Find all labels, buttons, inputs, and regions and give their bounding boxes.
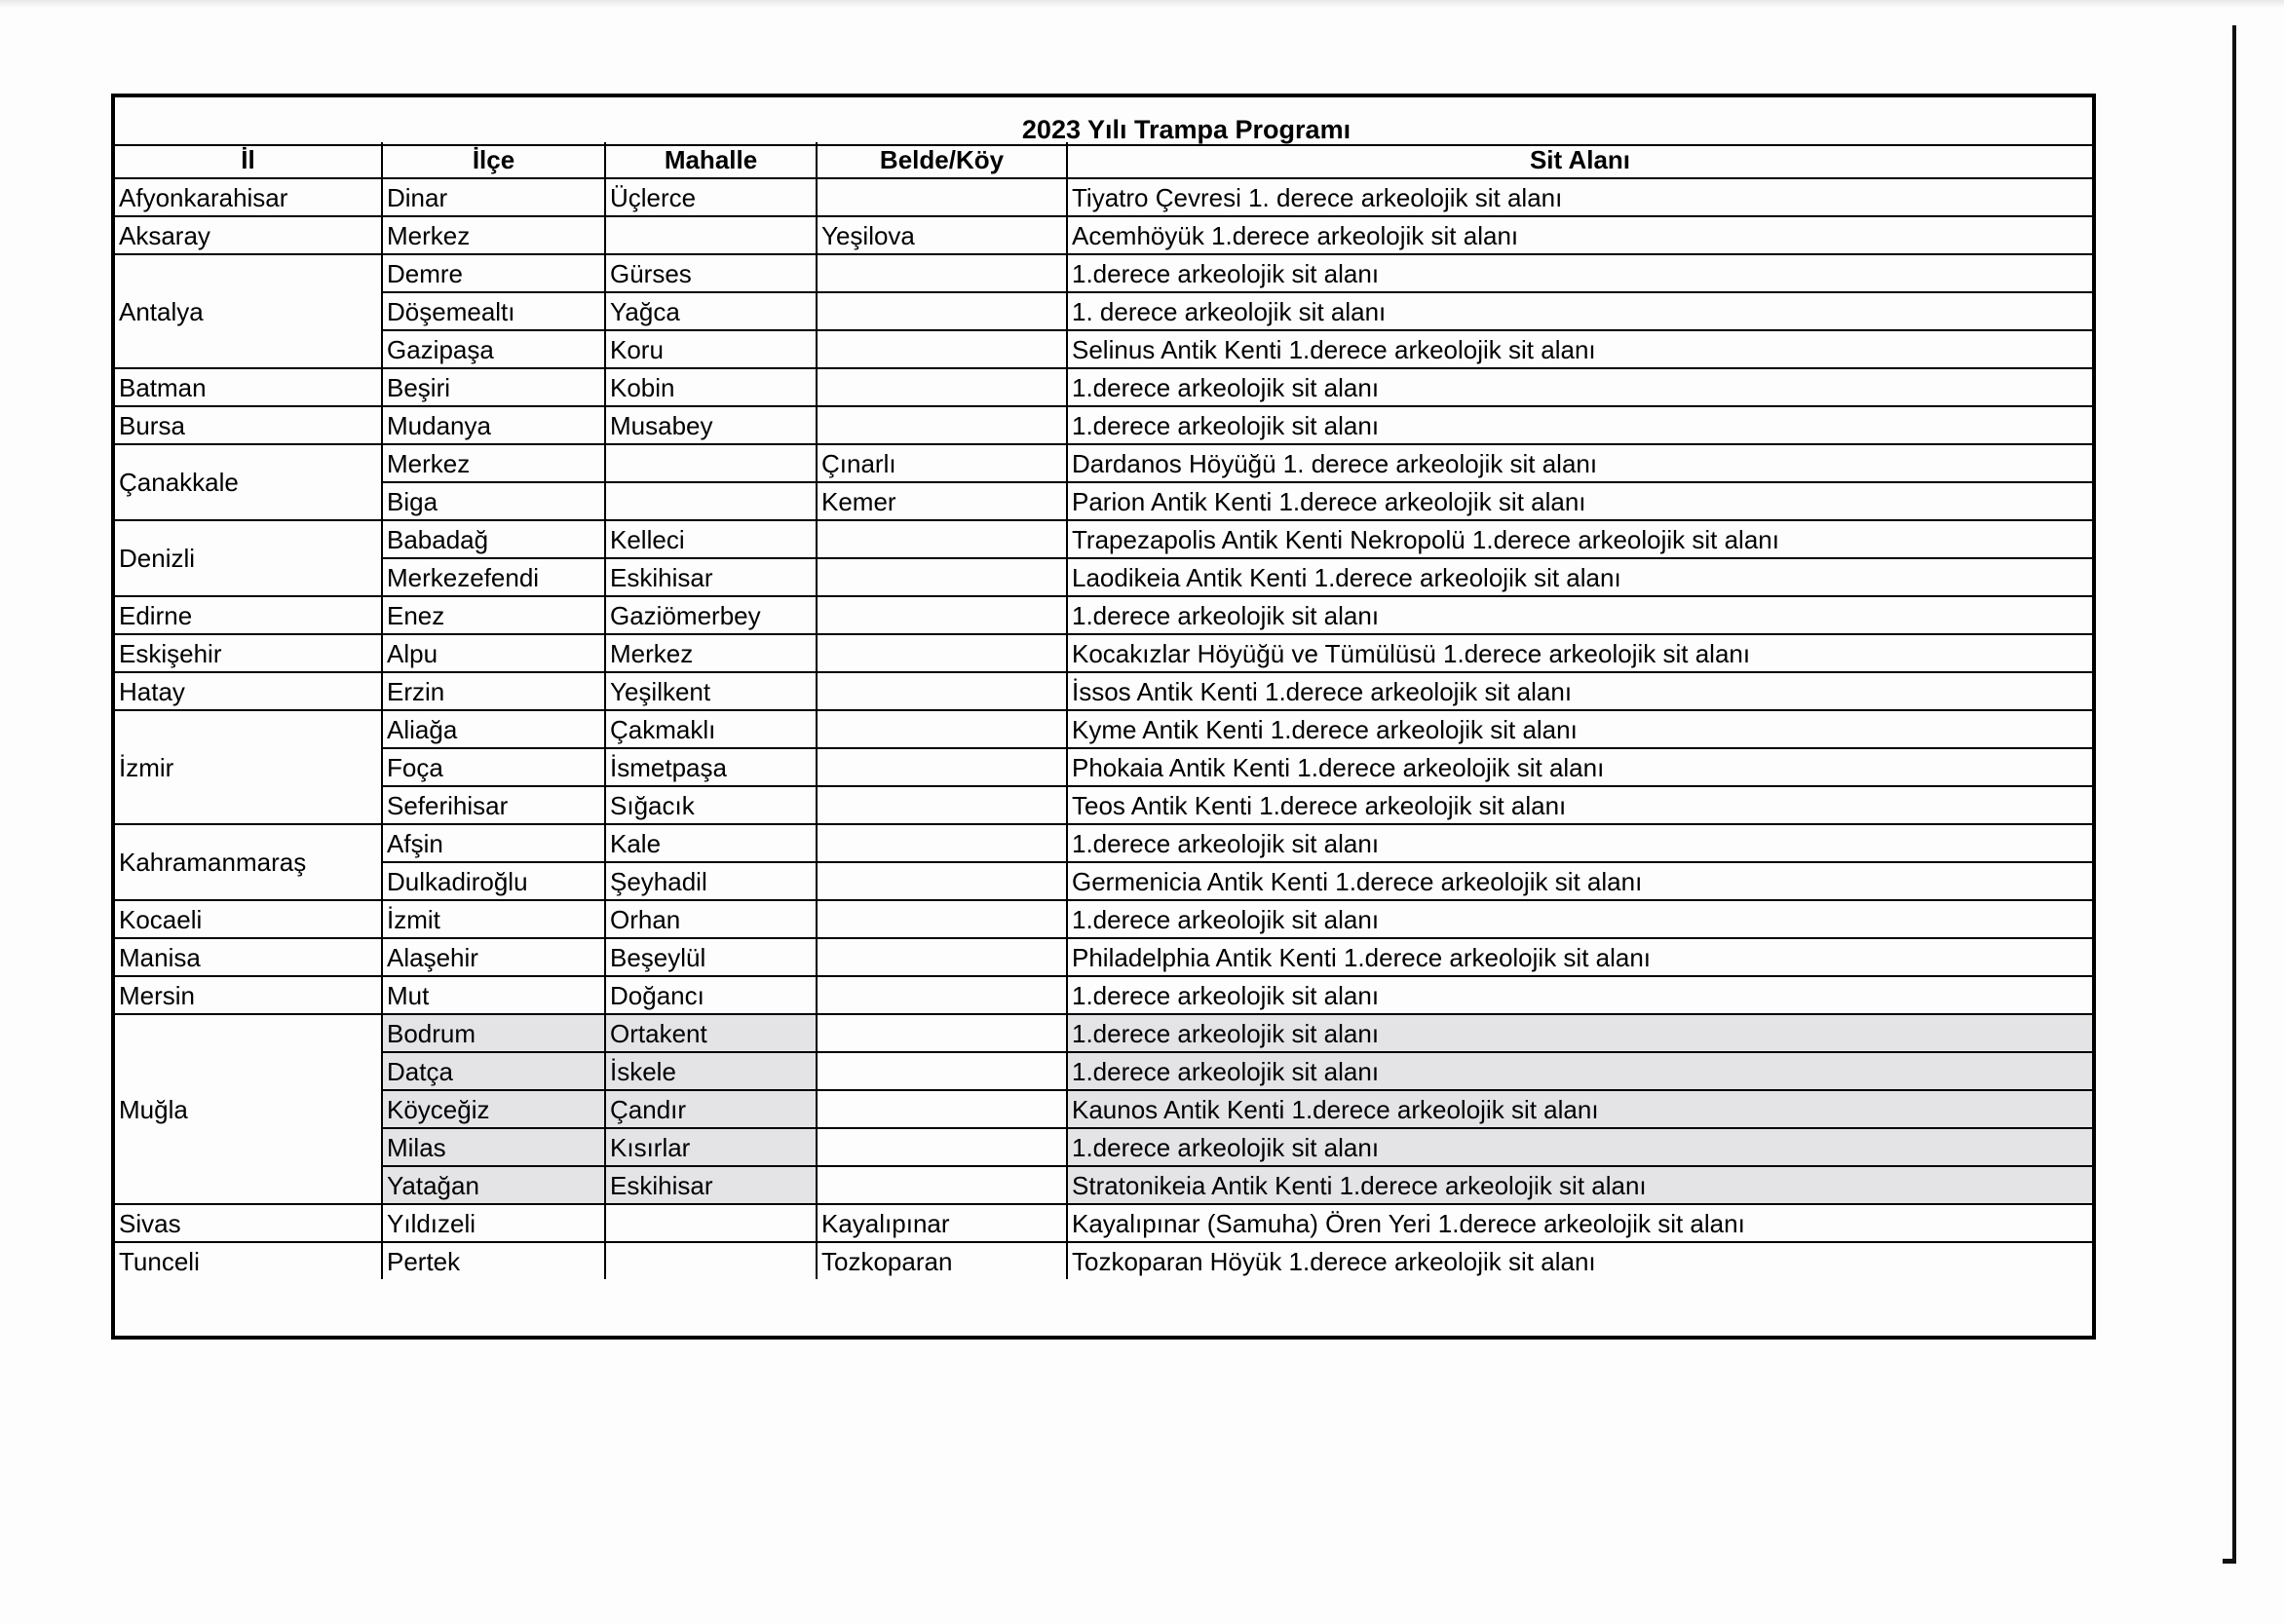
sit-alani-cell: 1.derece arkeolojik sit alanı bbox=[1067, 1128, 2092, 1166]
sit-alani-cell: 1.derece arkeolojik sit alanı bbox=[1067, 1052, 2092, 1090]
belde-koy-cell bbox=[817, 596, 1067, 634]
column-header-il: İl bbox=[115, 142, 382, 178]
sit-alani-cell: Kocakızlar Höyüğü ve Tümülüsü 1.derece arkeolojik sit alanı bbox=[1067, 634, 2092, 672]
ilce-cell: Yatağan bbox=[382, 1166, 605, 1204]
table-row bbox=[115, 444, 2092, 482]
ilce-cell: Alaşehir bbox=[382, 938, 605, 976]
table-row bbox=[115, 862, 2092, 900]
ilce-cell: Köyceğiz bbox=[382, 1090, 605, 1128]
mahalle-cell: Koru bbox=[605, 330, 817, 368]
il-cell: Afyonkarahisar bbox=[115, 178, 382, 216]
belde-koy-cell bbox=[817, 1166, 1067, 1204]
belde-koy-cell: Tozkoparan bbox=[817, 1242, 1067, 1279]
table-row bbox=[115, 596, 2092, 634]
mahalle-cell bbox=[605, 216, 817, 254]
belde-koy-cell: Kayalıpınar bbox=[817, 1204, 1067, 1242]
table-row bbox=[115, 748, 2092, 786]
il-cell: Antalya bbox=[115, 254, 382, 368]
sit-alani-cell: Teos Antik Kenti 1.derece arkeolojik sit alanı bbox=[1067, 786, 2092, 824]
sit-alani-cell: Trapezapolis Antik Kenti Nekropolü 1.derece arkeolojik sit alanı bbox=[1067, 520, 2092, 558]
ilce-cell: Merkezefendi bbox=[382, 558, 605, 596]
ilce-cell: Alpu bbox=[382, 634, 605, 672]
column-header-belde-koy: Belde/Köy bbox=[817, 142, 1067, 178]
mahalle-cell: Gaziömerbey bbox=[605, 596, 817, 634]
ilce-cell: Erzin bbox=[382, 672, 605, 710]
ilce-cell: Babadağ bbox=[382, 520, 605, 558]
il-cell: Mersin bbox=[115, 976, 382, 1014]
sit-alani-cell: 1.derece arkeolojik sit alanı bbox=[1067, 254, 2092, 292]
column-header-sit-alani: Sit Alanı bbox=[1067, 142, 2092, 178]
belde-koy-cell bbox=[817, 1090, 1067, 1128]
sit-alani-cell: Tiyatro Çevresi 1. derece arkeolojik sit alanı bbox=[1067, 178, 2092, 216]
belde-koy-cell bbox=[817, 938, 1067, 976]
ilce-cell: Mut bbox=[382, 976, 605, 1014]
mahalle-cell: Çandır bbox=[605, 1090, 817, 1128]
table-row bbox=[115, 254, 2092, 292]
mahalle-cell: Sığacık bbox=[605, 786, 817, 824]
mahalle-cell: İsmetpaşa bbox=[605, 748, 817, 786]
table-row bbox=[115, 1090, 2092, 1128]
table-row bbox=[115, 710, 2092, 748]
mahalle-cell bbox=[605, 1242, 817, 1279]
table-body bbox=[115, 178, 2092, 1279]
belde-koy-cell: Çınarlı bbox=[817, 444, 1067, 482]
table-row bbox=[115, 634, 2092, 672]
ilce-cell: Demre bbox=[382, 254, 605, 292]
sit-alani-cell: Kaunos Antik Kenti 1.derece arkeolojik sit alanı bbox=[1067, 1090, 2092, 1128]
program-sheet bbox=[111, 94, 2096, 1340]
sit-alani-cell: 1.derece arkeolojik sit alanı bbox=[1067, 596, 2092, 634]
belde-koy-cell bbox=[817, 330, 1067, 368]
mahalle-cell bbox=[605, 482, 817, 520]
mahalle-cell: Kısırlar bbox=[605, 1128, 817, 1166]
belde-koy-cell bbox=[817, 672, 1067, 710]
sit-alani-cell: Germenicia Antik Kenti 1.derece arkeolojik sit alanı bbox=[1067, 862, 2092, 900]
mahalle-cell: Kobin bbox=[605, 368, 817, 406]
il-cell: Denizli bbox=[115, 520, 382, 596]
table-row bbox=[115, 558, 2092, 596]
ilce-cell: Foça bbox=[382, 748, 605, 786]
belde-koy-cell bbox=[817, 520, 1067, 558]
table-row bbox=[115, 406, 2092, 444]
belde-koy-cell bbox=[817, 710, 1067, 748]
ilce-cell: Milas bbox=[382, 1128, 605, 1166]
belde-koy-cell: Yeşilova bbox=[817, 216, 1067, 254]
belde-koy-cell bbox=[817, 558, 1067, 596]
mahalle-cell: Çakmaklı bbox=[605, 710, 817, 748]
mahalle-cell: Ortakent bbox=[605, 1014, 817, 1052]
belde-koy-cell bbox=[817, 1014, 1067, 1052]
ilce-cell: Enez bbox=[382, 596, 605, 634]
ilce-cell: Dinar bbox=[382, 178, 605, 216]
belde-koy-cell bbox=[817, 786, 1067, 824]
belde-koy-cell bbox=[817, 254, 1067, 292]
mahalle-cell: Kelleci bbox=[605, 520, 817, 558]
table-row bbox=[115, 1166, 2092, 1204]
belde-koy-cell: Kemer bbox=[817, 482, 1067, 520]
sit-alani-cell: 1.derece arkeolojik sit alanı bbox=[1067, 976, 2092, 1014]
mahalle-cell: Beşeylül bbox=[605, 938, 817, 976]
ilce-cell: Biga bbox=[382, 482, 605, 520]
ilce-cell: Afşin bbox=[382, 824, 605, 862]
table-row bbox=[115, 1014, 2092, 1052]
belde-koy-cell bbox=[817, 178, 1067, 216]
mahalle-cell: Üçlerce bbox=[605, 178, 817, 216]
il-cell: Kocaeli bbox=[115, 900, 382, 938]
table-row bbox=[115, 330, 2092, 368]
table-header-row bbox=[115, 142, 2092, 178]
table-row bbox=[115, 672, 2092, 710]
document-title: 2023 Yılı Trampa Programı bbox=[115, 97, 2092, 146]
ilce-cell: Merkez bbox=[382, 444, 605, 482]
mahalle-cell bbox=[605, 1204, 817, 1242]
belde-koy-cell bbox=[817, 406, 1067, 444]
belde-koy-cell bbox=[817, 862, 1067, 900]
table-row bbox=[115, 900, 2092, 938]
ilce-cell: Gazipaşa bbox=[382, 330, 605, 368]
mahalle-cell: Orhan bbox=[605, 900, 817, 938]
mahalle-cell: Yağca bbox=[605, 292, 817, 330]
ilce-cell: Merkez bbox=[382, 216, 605, 254]
il-cell: Edirne bbox=[115, 596, 382, 634]
il-cell: Bursa bbox=[115, 406, 382, 444]
sit-alani-cell: Parion Antik Kenti 1.derece arkeolojik sit alanı bbox=[1067, 482, 2092, 520]
mahalle-cell: İskele bbox=[605, 1052, 817, 1090]
sit-alani-cell: Philadelphia Antik Kenti 1.derece arkeolojik sit alanı bbox=[1067, 938, 2092, 976]
ilce-cell: Dulkadiroğlu bbox=[382, 862, 605, 900]
belde-koy-cell bbox=[817, 976, 1067, 1014]
table-row bbox=[115, 786, 2092, 824]
il-cell: Kahramanmaraş bbox=[115, 824, 382, 900]
sit-alani-cell: Kyme Antik Kenti 1.derece arkeolojik sit alanı bbox=[1067, 710, 2092, 748]
sit-alani-cell: Laodikeia Antik Kenti 1.derece arkeolojik sit alanı bbox=[1067, 558, 2092, 596]
mahalle-cell: Eskihisar bbox=[605, 1166, 817, 1204]
sit-alani-cell: 1.derece arkeolojik sit alanı bbox=[1067, 824, 2092, 862]
ilce-cell: Döşemealtı bbox=[382, 292, 605, 330]
ilce-cell: Beşiri bbox=[382, 368, 605, 406]
belde-koy-cell bbox=[817, 900, 1067, 938]
program-table bbox=[115, 142, 2092, 1279]
table-row bbox=[115, 1128, 2092, 1166]
mahalle-cell: Doğancı bbox=[605, 976, 817, 1014]
il-cell: Batman bbox=[115, 368, 382, 406]
il-cell: Eskişehir bbox=[115, 634, 382, 672]
sit-alani-cell: 1.derece arkeolojik sit alanı bbox=[1067, 406, 2092, 444]
table-row bbox=[115, 482, 2092, 520]
belde-koy-cell bbox=[817, 748, 1067, 786]
table-row bbox=[115, 1242, 2092, 1279]
sit-alani-cell: Kayalıpınar (Samuha) Ören Yeri 1.derece arkeolojik sit alanı bbox=[1067, 1204, 2092, 1242]
table-row bbox=[115, 292, 2092, 330]
ilce-cell: Bodrum bbox=[382, 1014, 605, 1052]
table-row bbox=[115, 1052, 2092, 1090]
il-cell: Aksaray bbox=[115, 216, 382, 254]
belde-koy-cell bbox=[817, 824, 1067, 862]
table-row bbox=[115, 938, 2092, 976]
il-cell: İzmir bbox=[115, 710, 382, 824]
ilce-cell: Aliağa bbox=[382, 710, 605, 748]
sit-alani-cell: 1. derece arkeolojik sit alanı bbox=[1067, 292, 2092, 330]
sit-alani-cell: 1.derece arkeolojik sit alanı bbox=[1067, 1014, 2092, 1052]
mahalle-cell: Kale bbox=[605, 824, 817, 862]
mahalle-cell: Gürses bbox=[605, 254, 817, 292]
belde-koy-cell bbox=[817, 368, 1067, 406]
mahalle-cell: Yeşilkent bbox=[605, 672, 817, 710]
ilce-cell: Yıldızeli bbox=[382, 1204, 605, 1242]
ilce-cell: Mudanya bbox=[382, 406, 605, 444]
il-cell: Çanakkale bbox=[115, 444, 382, 520]
sit-alani-cell: Stratonikeia Antik Kenti 1.derece arkeolojik sit alanı bbox=[1067, 1166, 2092, 1204]
column-header-mahalle: Mahalle bbox=[605, 142, 817, 178]
mahalle-cell: Şeyhadil bbox=[605, 862, 817, 900]
belde-koy-cell bbox=[817, 1052, 1067, 1090]
ilce-cell: Datça bbox=[382, 1052, 605, 1090]
ilce-cell: İzmit bbox=[382, 900, 605, 938]
belde-koy-cell bbox=[817, 634, 1067, 672]
scan-page-edge-mark bbox=[2223, 1559, 2236, 1564]
belde-koy-cell bbox=[817, 1128, 1067, 1166]
mahalle-cell: Merkez bbox=[605, 634, 817, 672]
il-cell: Hatay bbox=[115, 672, 382, 710]
table-row bbox=[115, 216, 2092, 254]
sit-alani-cell: 1.derece arkeolojik sit alanı bbox=[1067, 900, 2092, 938]
ilce-cell: Pertek bbox=[382, 1242, 605, 1279]
sit-alani-cell: Phokaia Antik Kenti 1.derece arkeolojik sit alanı bbox=[1067, 748, 2092, 786]
table-row bbox=[115, 824, 2092, 862]
sit-alani-cell: Selinus Antik Kenti 1.derece arkeolojik sit alanı bbox=[1067, 330, 2092, 368]
sit-alani-cell: 1.derece arkeolojik sit alanı bbox=[1067, 368, 2092, 406]
sit-alani-cell: Dardanos Höyüğü 1. derece arkeolojik sit alanı bbox=[1067, 444, 2092, 482]
column-header-ilce: İlçe bbox=[382, 142, 605, 178]
il-cell: Tunceli bbox=[115, 1242, 382, 1279]
il-cell: Sivas bbox=[115, 1204, 382, 1242]
mahalle-cell: Musabey bbox=[605, 406, 817, 444]
il-cell: Muğla bbox=[115, 1014, 382, 1204]
belde-koy-cell bbox=[817, 292, 1067, 330]
table-row bbox=[115, 178, 2092, 216]
table-row bbox=[115, 368, 2092, 406]
table-row bbox=[115, 520, 2092, 558]
scan-page-edge bbox=[2232, 25, 2236, 1563]
mahalle-cell: Eskihisar bbox=[605, 558, 817, 596]
ilce-cell: Seferihisar bbox=[382, 786, 605, 824]
table-row bbox=[115, 1204, 2092, 1242]
mahalle-cell bbox=[605, 444, 817, 482]
sit-alani-cell: Tozkoparan Höyük 1.derece arkeolojik sit alanı bbox=[1067, 1242, 2092, 1279]
sit-alani-cell: Acemhöyük 1.derece arkeolojik sit alanı bbox=[1067, 216, 2092, 254]
sit-alani-cell: İssos Antik Kenti 1.derece arkeolojik sit alanı bbox=[1067, 672, 2092, 710]
scan-top-shading bbox=[0, 0, 2284, 8]
table-row bbox=[115, 976, 2092, 1014]
il-cell: Manisa bbox=[115, 938, 382, 976]
